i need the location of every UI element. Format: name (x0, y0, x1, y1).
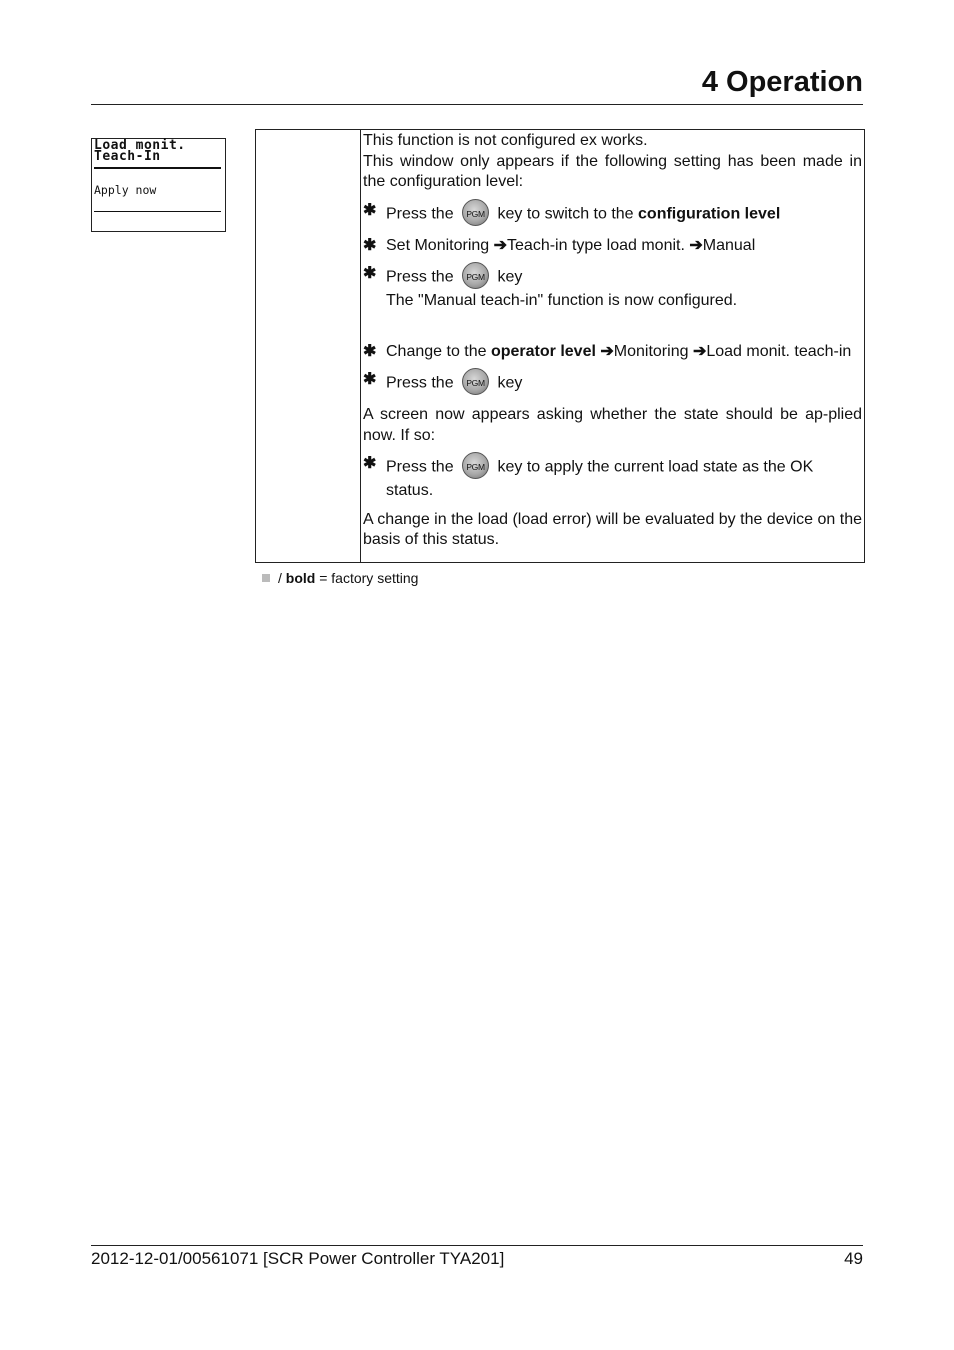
page-title: 4 Operation (701, 66, 863, 98)
step-5-text-b: key (497, 374, 523, 392)
step-6-text-a: Press the (386, 458, 454, 476)
lcd-line-2: Teach-In (94, 149, 161, 164)
pgm-key-icon (462, 262, 489, 289)
paragraph-load-error: A change in the load (load error) will be evaluated by the device on the basis of this status. (363, 510, 862, 548)
bullet-star-icon: ✱ (363, 236, 377, 254)
description-table (255, 129, 865, 563)
footer-rule (91, 1245, 863, 1246)
pgm-key-icon (462, 199, 489, 226)
step-4-text-c: Load monit. teach-in (706, 342, 852, 360)
step-4-bold: operator level (490, 342, 596, 360)
step-3-text-a: Press the (386, 268, 454, 286)
step-1-text-b: key to switch to the (497, 205, 634, 223)
lcd-display (91, 138, 226, 232)
pgm-key-label: PGM (466, 272, 485, 282)
step-1 (363, 201, 862, 228)
pgm-key-label: PGM (466, 208, 485, 219)
pgm-key-label: PGM (466, 378, 485, 388)
description-cell (363, 130, 862, 551)
step-5-text-a: Press the (386, 374, 454, 392)
step-6 (363, 454, 862, 502)
square-bullet-icon (262, 574, 270, 582)
footnote-text: = factory setting (319, 570, 419, 586)
header-rule (91, 104, 863, 105)
step-2-text-b: Teach-in type load monit. (507, 236, 685, 254)
intro-line-1: This function is not configured ex works. (363, 132, 648, 149)
pgm-key-icon (462, 368, 489, 395)
bullet-star-icon: ✱ (363, 201, 377, 219)
arrow-right-icon: ➔ (600, 342, 614, 360)
footer-document-id: 2012-12-01/00561071 [SCR Power Controller TYA201] (91, 1249, 505, 1268)
step-1-bold: configuration level (638, 205, 781, 223)
step-5 (363, 370, 862, 397)
lcd-separator-bottom (94, 211, 221, 212)
step-2 (363, 236, 862, 257)
step-3-note: The "Manual teach-in" function is now configured. (386, 292, 738, 309)
bullet-star-icon: ✱ (363, 342, 377, 360)
step-4-text-b: Monitoring (613, 342, 689, 360)
pgm-key-icon (462, 452, 489, 479)
step-2-text-a: Set Monitoring (386, 236, 490, 254)
arrow-right-icon: ➔ (692, 342, 707, 360)
lcd-separator-top (94, 167, 221, 169)
pgm-key-label: PGM (466, 462, 485, 472)
paragraph-apply: A screen now appears asking whether the state should be ap-plied now. If so: (363, 406, 862, 444)
step-4 (363, 342, 862, 363)
lcd-line-1: Load monit. (94, 138, 186, 153)
lcd-line-3: Apply now (94, 183, 157, 197)
bullet-star-icon: ✱ (363, 455, 377, 472)
step-3 (363, 264, 862, 312)
footnote-slash: / (278, 570, 282, 586)
arrow-right-icon: ➔ (689, 236, 703, 254)
step-6-text-b: key to apply the current load state as the OK status. (386, 458, 814, 499)
table-column-divider (360, 130, 361, 562)
bullet-star-icon: ✱ (363, 265, 377, 282)
bullet-star-icon: ✱ (363, 371, 377, 388)
intro-line-2: This window only appears if the following setting has been made in the configuration level: (363, 152, 862, 190)
step-2-text-c: Manual (702, 236, 756, 254)
page-number: 49 (844, 1249, 863, 1268)
step-1-text-a: Press the (386, 205, 454, 223)
step-3-text-b: key (497, 268, 523, 286)
footnote-bold: bold (285, 570, 316, 586)
arrow-right-icon: ➔ (493, 236, 508, 254)
footnote (262, 570, 418, 586)
step-4-text-a: Change to the (386, 342, 487, 360)
